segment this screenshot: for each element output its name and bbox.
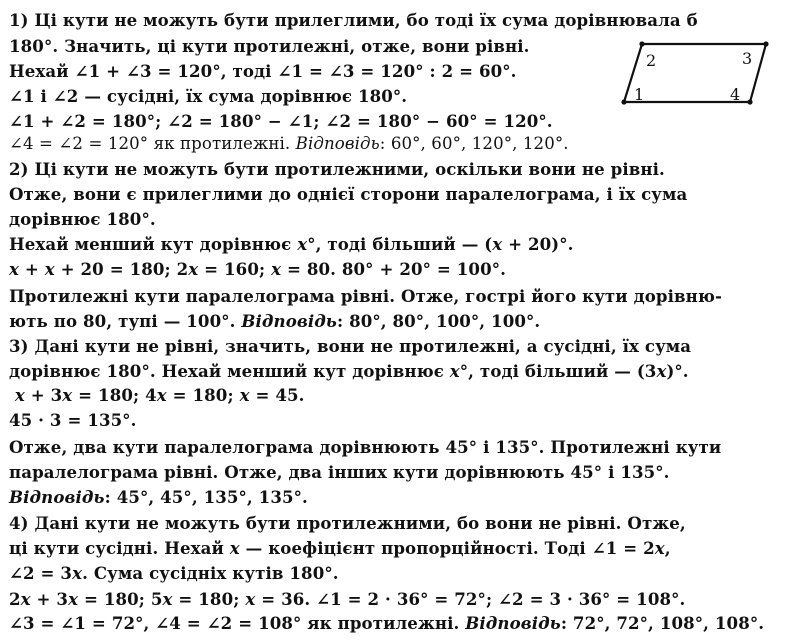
text-segment: Отже, два кути паралелограма дорівнюють 45° і 135°. Протилежні кути [9, 437, 722, 457]
text-segment: 2) Ці кути не можуть бути протилежними, оскільки вони не рівні. [9, 159, 665, 179]
text-line [9, 385, 305, 405]
text-line [9, 538, 671, 558]
text-segment: ці кути сусідні. Нехай [9, 538, 230, 558]
text-segment: x [654, 538, 665, 558]
text-segment: °, тоді більший — (3 [459, 361, 657, 381]
text-segment: x [72, 563, 83, 583]
text-segment: = 180; 5 [78, 589, 163, 609]
text-segment: : 72°, 72°, 108°, 108°. [560, 613, 765, 633]
text-segment: 4) Дані кути не можуть бути протилежними, бо вони не рівні. Отже, [9, 513, 686, 533]
text-segment: = 80. 80° + 20° = 100°. [281, 259, 506, 279]
text-segment: + 20 = 180; 2 [54, 259, 189, 279]
text-segment: = 180; [166, 385, 240, 405]
text-segment: Протилежні кути паралелограма рівні. Отже, гострі його кути дорівню- [9, 286, 723, 306]
text-segment: x [297, 234, 308, 254]
text-line [9, 234, 574, 254]
vertex-label-4: 4 [730, 85, 741, 104]
vertex-label-1: 1 [634, 85, 645, 104]
text-segment: ∠2 = 3 [9, 563, 73, 583]
text-segment: ють по 80, тупі — 100°. [9, 311, 242, 331]
text-segment: x [20, 589, 31, 609]
text-segment: ∠3 = ∠1 = 72°, ∠4 = ∠2 = 108° як протилежні. [9, 613, 466, 633]
text-line [9, 462, 670, 482]
text-line [9, 286, 722, 306]
text-line [9, 36, 530, 56]
text-segment: 2 [9, 589, 21, 609]
text-segment: + 3 [30, 589, 69, 609]
text-line [9, 513, 686, 533]
text-segment: . Сума сусідніх кутів 180°. [82, 563, 339, 583]
text-segment: x [9, 259, 19, 279]
text-line [9, 184, 687, 204]
text-line [9, 437, 721, 457]
text-line [9, 311, 540, 331]
text-segment: + 20)°. [502, 234, 574, 254]
text-segment: = 36. ∠1 = 2 · 36° = 72°; ∠2 = 3 · 36° = 108°. [255, 589, 686, 609]
text-segment: x [271, 259, 282, 279]
text-line [9, 134, 569, 154]
text-segment: x [229, 538, 240, 558]
text-line [9, 613, 764, 633]
text-segment: x [62, 385, 73, 405]
text-line [9, 86, 407, 106]
text-segment: Отже, вони є прилеглими до однієї сторони паралелограма, і їх сума [9, 184, 688, 204]
text-line [9, 61, 517, 81]
text-segment: дорівнює 180°. [9, 209, 156, 229]
text-segment: x [492, 234, 503, 254]
text-segment: — коефіцієнт пропорційності. Тоді ∠1 = 2 [239, 538, 655, 558]
text-segment: + 3 [24, 385, 63, 405]
text-segment: = 180; [172, 589, 246, 609]
text-segment: ∠1 і ∠2 — сусідні, їх сума дорівнює 180°. [9, 86, 408, 106]
text-segment: 1) Ці кути не можуть бути прилеглими, бо тоді їх сума дорівнювала б [9, 10, 698, 30]
text-segment: Відповідь [465, 613, 561, 633]
vertex-dot [747, 99, 752, 104]
text-segment: x [14, 385, 25, 405]
text-segment: °, тоді більший — ( [307, 234, 493, 254]
text-segment: 180°. Значить, ці кути протилежні, отже, вони рівні. [9, 36, 530, 56]
text-line [9, 589, 685, 609]
text-segment: 3) Дані кути не рівні, значить, вони не протилежні, а сусідні, їх сума [9, 336, 692, 356]
text-line [9, 159, 665, 179]
text-line [9, 487, 308, 507]
text-line [9, 111, 553, 131]
text-segment: x [162, 589, 173, 609]
text-segment: дорівнює 180°. Нехай менший кут дорівнює [9, 361, 450, 381]
text-segment: x [245, 589, 256, 609]
text-segment: + [19, 259, 45, 279]
text-line [9, 336, 691, 356]
text-segment: = 45. [249, 385, 305, 405]
text-segment: : 45°, 45°, 135°, 135°. [104, 487, 308, 507]
text-segment: x [156, 385, 167, 405]
vertex-dot [763, 41, 768, 46]
text-line [9, 209, 156, 229]
text-line [9, 259, 506, 279]
text-segment: Відповідь [241, 311, 337, 331]
vertex-label-2: 2 [646, 51, 657, 70]
text-segment: x [68, 589, 79, 609]
text-segment: x [188, 259, 199, 279]
text-segment: Відповідь [295, 134, 380, 153]
text-line [9, 410, 137, 430]
text-segment: : 60°, 60°, 120°, 120°. [379, 134, 569, 153]
text-segment: Нехай ∠1 + ∠3 = 120°, тоді ∠1 = ∠3 = 120° : 2 = 60°. [9, 61, 517, 81]
text-segment: = 160; [198, 259, 272, 279]
text-segment: Нехай менший кут дорівнює [9, 234, 298, 254]
text-segment: = 180; 4 [72, 385, 157, 405]
vertex-dot [621, 99, 626, 104]
parallelogram-figure [612, 38, 782, 110]
text-segment: : 80°, 80°, 100°, 100°. [336, 311, 541, 331]
text-segment: x [656, 361, 667, 381]
text-segment: x [44, 259, 55, 279]
vertex-label-3: 3 [742, 49, 753, 68]
text-segment: ∠4 = ∠2 = 120° як протилежні. [9, 134, 296, 153]
text-segment: паралелограма рівні. Отже, два інших кути дорівнюють 45° і 135°. [9, 462, 670, 482]
text-line [9, 10, 698, 30]
text-line [9, 361, 689, 381]
text-segment: x [449, 361, 460, 381]
text-line [9, 563, 339, 583]
text-segment: x [239, 385, 250, 405]
text-segment: )°. [666, 361, 689, 381]
text-segment: 45 · 3 = 135°. [9, 410, 137, 430]
text-segment: ∠1 + ∠2 = 180°; ∠2 = 180° − ∠1; ∠2 = 180° − 60° = 120°. [9, 111, 553, 131]
text-segment: Відповідь [9, 487, 105, 507]
vertex-dot [639, 41, 644, 46]
text-segment: , [664, 538, 671, 558]
